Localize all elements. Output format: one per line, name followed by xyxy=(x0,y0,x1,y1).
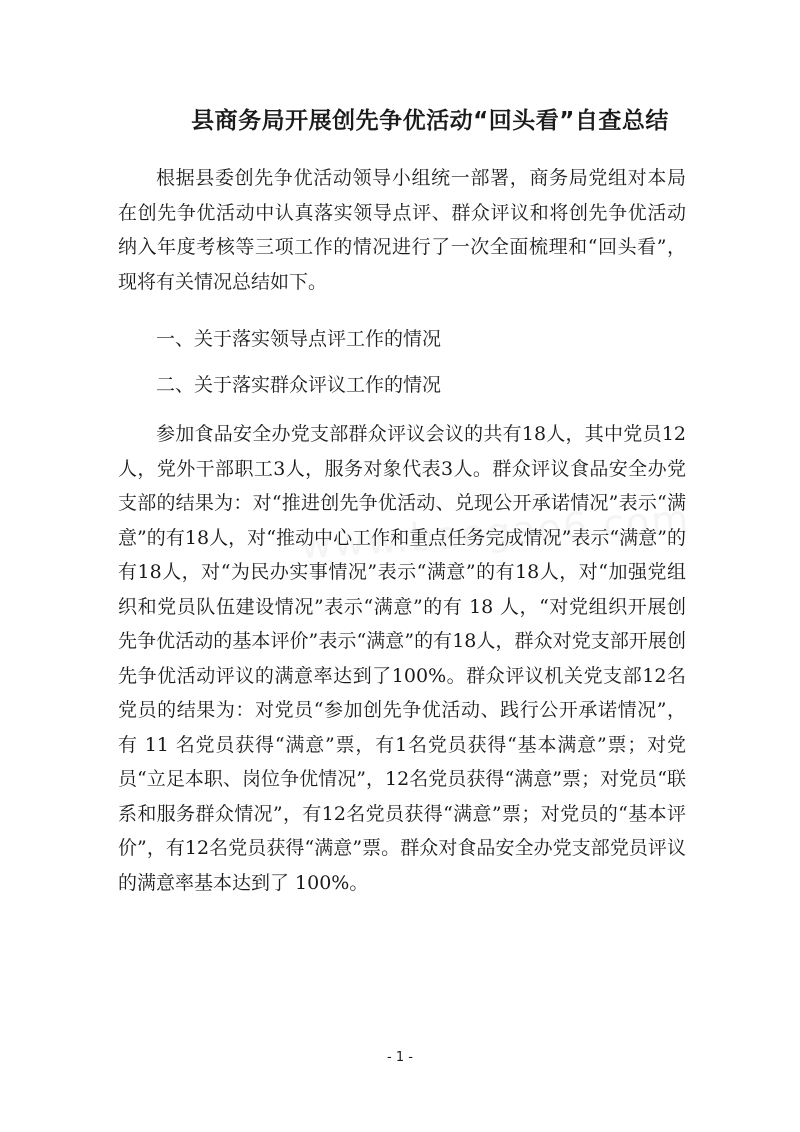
body-paragraph: 参加食品安全办党支部群众评议会议的共有18人，其中党员12人，党外干部职工3人，服务对象代表3人。群众评议食品安全办党支部的结果为：对“推进创先争优活动、兑现公开承诺情况”表示“满意”的有18人，对“推动中心工作和重点任务完成情况”表示“满意”的有18人，对“为民办实事情况”表示“满意”的有18人，对“加强党组织和党员队伍建设情况”表示“满意”的有 18 人，“对党组织开展创先争优活动的基本评价”表示“满意”的有18人，群众对党支部开展创先争优活动评议的满意率达到了100%。群众评议机关党支部12名党员的结果为：对党员“参加创先争优活动、践行公开承诺情况”，有 11 名党员获得“满意”票，有1名党员获得“基本满意”票；对党员“立足本职、岗位争优情况”，12名党员获得“满意”票；对党员“联系和服务群众情况”，有12名党员获得“满意”票；对党员的“基本评价”，有12名党员获得“满意”票。群众对食品安全办党支部党员评议的满意率基本达到了 100%。 xyxy=(118,423,686,894)
document-title: 县商务局开展创先争优活动“回头看”自查总结 xyxy=(191,108,669,134)
section-heading-1: 一、关于落实领导点评工作的情况 xyxy=(156,328,442,350)
section-heading-2: 二、关于落实群众评议工作的情况 xyxy=(156,374,442,396)
intro-paragraph: 根据县委创先争优活动领导小组统一部署，商务局党组对本局在创先争优活动中认真落实领导点评、群众评议和将创先争优活动纳入年度考核等三项工作的情况进行了一次全面梳理和“回头看”，现将有关情况总结如下。 xyxy=(118,167,686,293)
page-number: - 1 - xyxy=(387,1050,413,1065)
